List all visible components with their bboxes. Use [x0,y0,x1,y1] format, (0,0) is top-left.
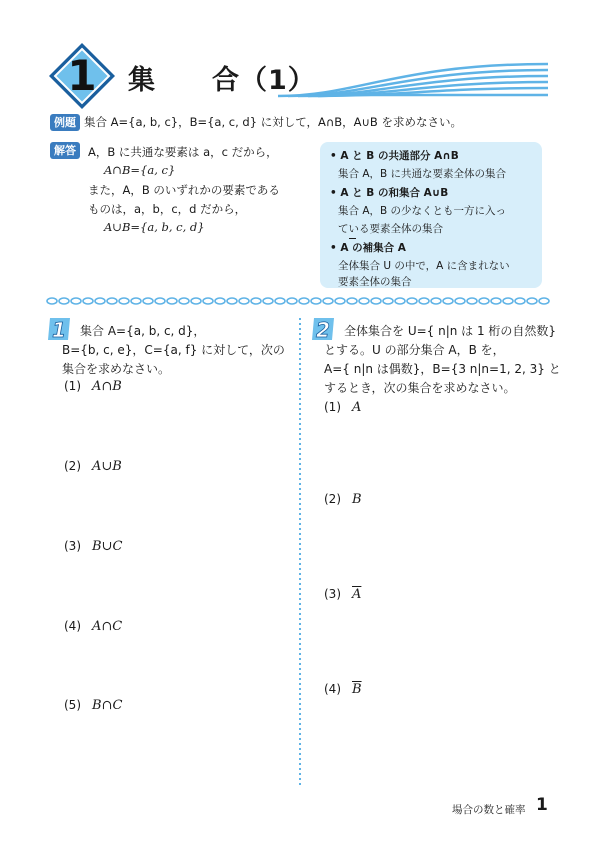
chain-divider [45,296,555,306]
summary-heading: • A と B の和集合 A∪B [330,187,449,199]
chain-link [323,298,333,304]
column-divider [299,318,301,788]
summary-body: 全体集合 U の中で，A に含まれない [338,260,510,272]
answer-line: ものは，a，b，c，d だから， [88,202,247,216]
problem-1-question: (1) A∩B [64,379,122,394]
chain-link [335,298,345,304]
problem-2-line: 全体集合を U={ n|n は 1 桁の自然数} [344,324,557,338]
chain-link [311,298,321,304]
chain-link [167,298,177,304]
chain-link [515,298,525,304]
chain-link [275,298,285,304]
footer-chapter-label: 場合の数と確率 [452,804,526,816]
chain-link [119,298,129,304]
problem-2-question: (1) A [324,400,362,415]
problem-2-line: A={ n|n は偶数}，B={3 n|n=1, 2, 3} と [324,362,561,376]
problem-2-badge [310,316,336,342]
problem-2-line: とする。U の部分集合 A，B を， [324,343,505,357]
problem-1-badge [46,316,72,342]
chain-link [143,298,153,304]
chain-link [431,298,441,304]
summary-body: 集合 A，B の少なくとも一方に入っ [338,205,507,217]
chain-link [107,298,117,304]
problem-2-question: (4) $\overline{B}$ [324,682,362,697]
summary-body: 集合 A，B に共通な要素全体の集合 [338,168,507,180]
chain-link [347,298,357,304]
page-title: 集 合（1） [128,65,316,96]
answer-line: A，B に共通な要素は a，c だから， [88,145,278,159]
complement-bar [349,238,356,239]
answer-tag: 解答 [50,142,80,159]
chain-link [191,298,201,304]
problem-1-line: 集合を求めなさい。 [62,362,171,376]
problem-1-line: B={b, c, e}，C={a, f} に対して，次の [62,343,285,357]
summary-box [320,142,542,288]
chain-link [287,298,297,304]
problem-1-question: (4) A∩C [64,619,123,634]
chain-link [71,298,81,304]
chain-link [251,298,261,304]
problem-2-line: するとき，次の集合を求めなさい。 [324,381,516,395]
title-decoration-stripes [278,60,548,98]
problem-2-question: (3) $\overline{A}$ [324,587,362,602]
example-tag: 例題 [50,114,80,131]
problem-1-line: 集合 A={a, b, c, d}， [80,324,206,338]
chain-link [503,298,513,304]
section-number-badge [46,40,118,112]
chain-link [155,298,165,304]
summary-heading: • A と B の共通部分 A∩B [330,150,459,162]
chain-link [299,298,309,304]
svg-text:1: 1 [52,318,66,342]
chain-link [47,298,57,304]
chain-link [383,298,393,304]
chain-link [371,298,381,304]
chain-link [203,298,213,304]
answer-line: A∪B={a, b, c, d} [104,220,205,234]
section-number: 1 [67,51,97,100]
summary-body: 要素全体の集合 [338,276,412,288]
problem-2-question: (2) B [324,492,362,507]
chain-link [479,298,489,304]
chain-link [359,298,369,304]
summary-body: ている要素全体の集合 [338,223,443,235]
problem-1-question: (3) B∪C [64,539,123,554]
chain-link [215,298,225,304]
chain-link [179,298,189,304]
chain-link [467,298,477,304]
problem-1-question: (2) A∪B [64,459,122,474]
example-statement: 集合 A={a, b, c}，B={a, c, d} に対して，A∩B，A∪B を求めなさい。 [84,115,462,129]
chain-link [539,298,549,304]
answer-line: また，A，B のいずれかの要素である [88,183,280,197]
chain-link [131,298,141,304]
svg-text:2: 2 [316,318,330,342]
chain-link [263,298,273,304]
chain-link [443,298,453,304]
chain-link [419,298,429,304]
chain-link [95,298,105,304]
problem-1-question: (5) B∩C [64,698,123,713]
chain-link [239,298,249,304]
chain-link [455,298,465,304]
page-number: 1 [536,795,548,815]
chain-link [407,298,417,304]
summary-heading: • A の補集合 A [330,242,406,254]
chain-link [491,298,501,304]
chain-link [83,298,93,304]
chain-link [527,298,537,304]
chain-link [227,298,237,304]
chain-link [59,298,69,304]
chain-link [395,298,405,304]
answer-line: A∩B={a, c} [104,163,176,177]
